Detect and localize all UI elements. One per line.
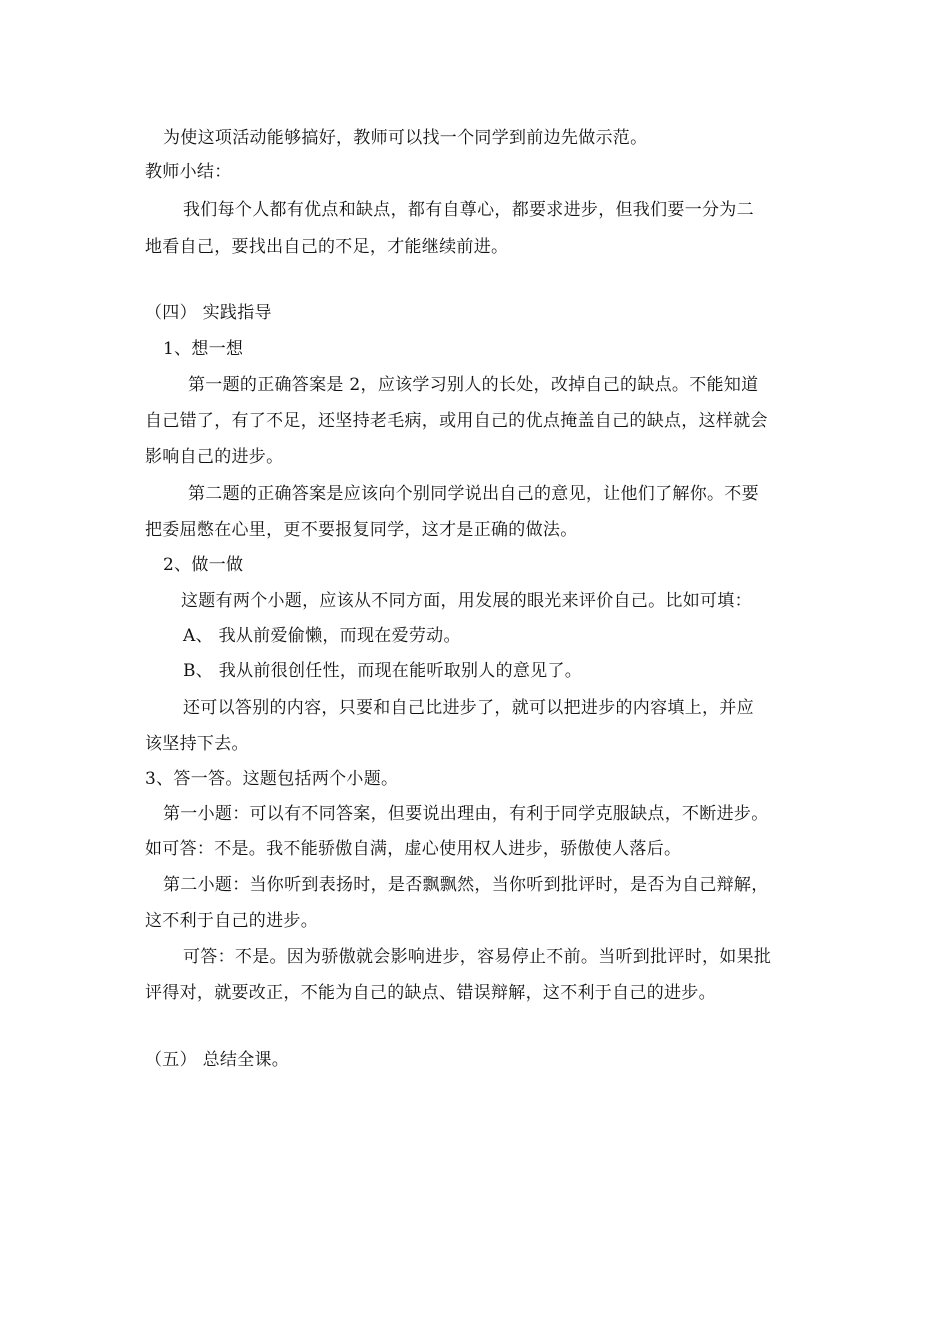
- summary-line-2: 地看自己，要找出自己的不足，才能继续前进。: [145, 237, 509, 257]
- paragraph-demo: 为使这项活动能够搞好，教师可以找一个同学到前边先做示范。: [163, 128, 648, 148]
- answer-q1-line-1: 第一小题：可以有不同答案，但要说出理由，有利于同学克服缺点，不断进步。: [163, 804, 769, 824]
- think-answer-1-line-1: 第一题的正确答案是 2，应该学习别人的长处，改掉自己的缺点。不能知道: [188, 375, 759, 395]
- answer-q2-line-2: 这不利于自己的进步。: [145, 911, 318, 931]
- subsection-answer-heading: 3、答一答。这题包括两个小题。: [145, 769, 399, 789]
- do-item-b: B、 我从前很创任性，而现在能听取别人的意见了。: [183, 661, 583, 681]
- do-note-line-1: 还可以答别的内容，只要和自己比进步了，就可以把进步的内容填上，并应: [183, 698, 754, 718]
- answer-q2-reply-line-2: 评得对，就要改正，不能为自己的缺点、错误辩解，这不利于自己的进步。: [145, 983, 716, 1003]
- do-note-line-2: 该坚持下去。: [145, 734, 249, 754]
- answer-q2-line-1: 第二小题：当你听到表扬时，是否飘飘然，当你听到批评时，是否为自己辩解，: [163, 875, 769, 895]
- think-answer-2-line-2: 把委屈憋在心里，更不要报复同学，这才是正确的做法。: [145, 520, 578, 540]
- section-four-heading: （四） 实践指导: [145, 303, 272, 323]
- subsection-do-heading: 2、做一做: [163, 555, 244, 575]
- section-five-heading: （五） 总结全课。: [145, 1050, 290, 1070]
- teacher-summary-heading: 教师小结：: [145, 162, 232, 182]
- subsection-think-heading: 1、想一想: [163, 339, 244, 359]
- think-answer-2-line-1: 第二题的正确答案是应该向个别同学说出自己的意见，让他们了解你。不要: [188, 484, 759, 504]
- do-item-a: A、 我从前爱偷懒，而现在爱劳动。: [183, 626, 461, 646]
- do-intro: 这题有两个小题，应该从不同方面，用发展的眼光来评价自己。比如可填：: [181, 591, 752, 611]
- answer-q2-reply-line-1: 可答：不是。因为骄傲就会影响进步，容易停止不前。当听到批评时，如果批: [183, 947, 772, 967]
- think-answer-1-line-2: 自己错了，有了不足，还坚持老毛病，或用自己的优点掩盖自己的缺点，这样就会: [145, 411, 768, 431]
- answer-q1-line-2: 如可答：不是。我不能骄傲自满，虚心使用权人进步，骄傲使人落后。: [145, 839, 682, 859]
- think-answer-1-line-3: 影响自己的进步。: [145, 447, 284, 467]
- summary-line-1: 我们每个人都有优点和缺点，都有自尊心，都要求进步，但我们要一分为二: [183, 200, 754, 220]
